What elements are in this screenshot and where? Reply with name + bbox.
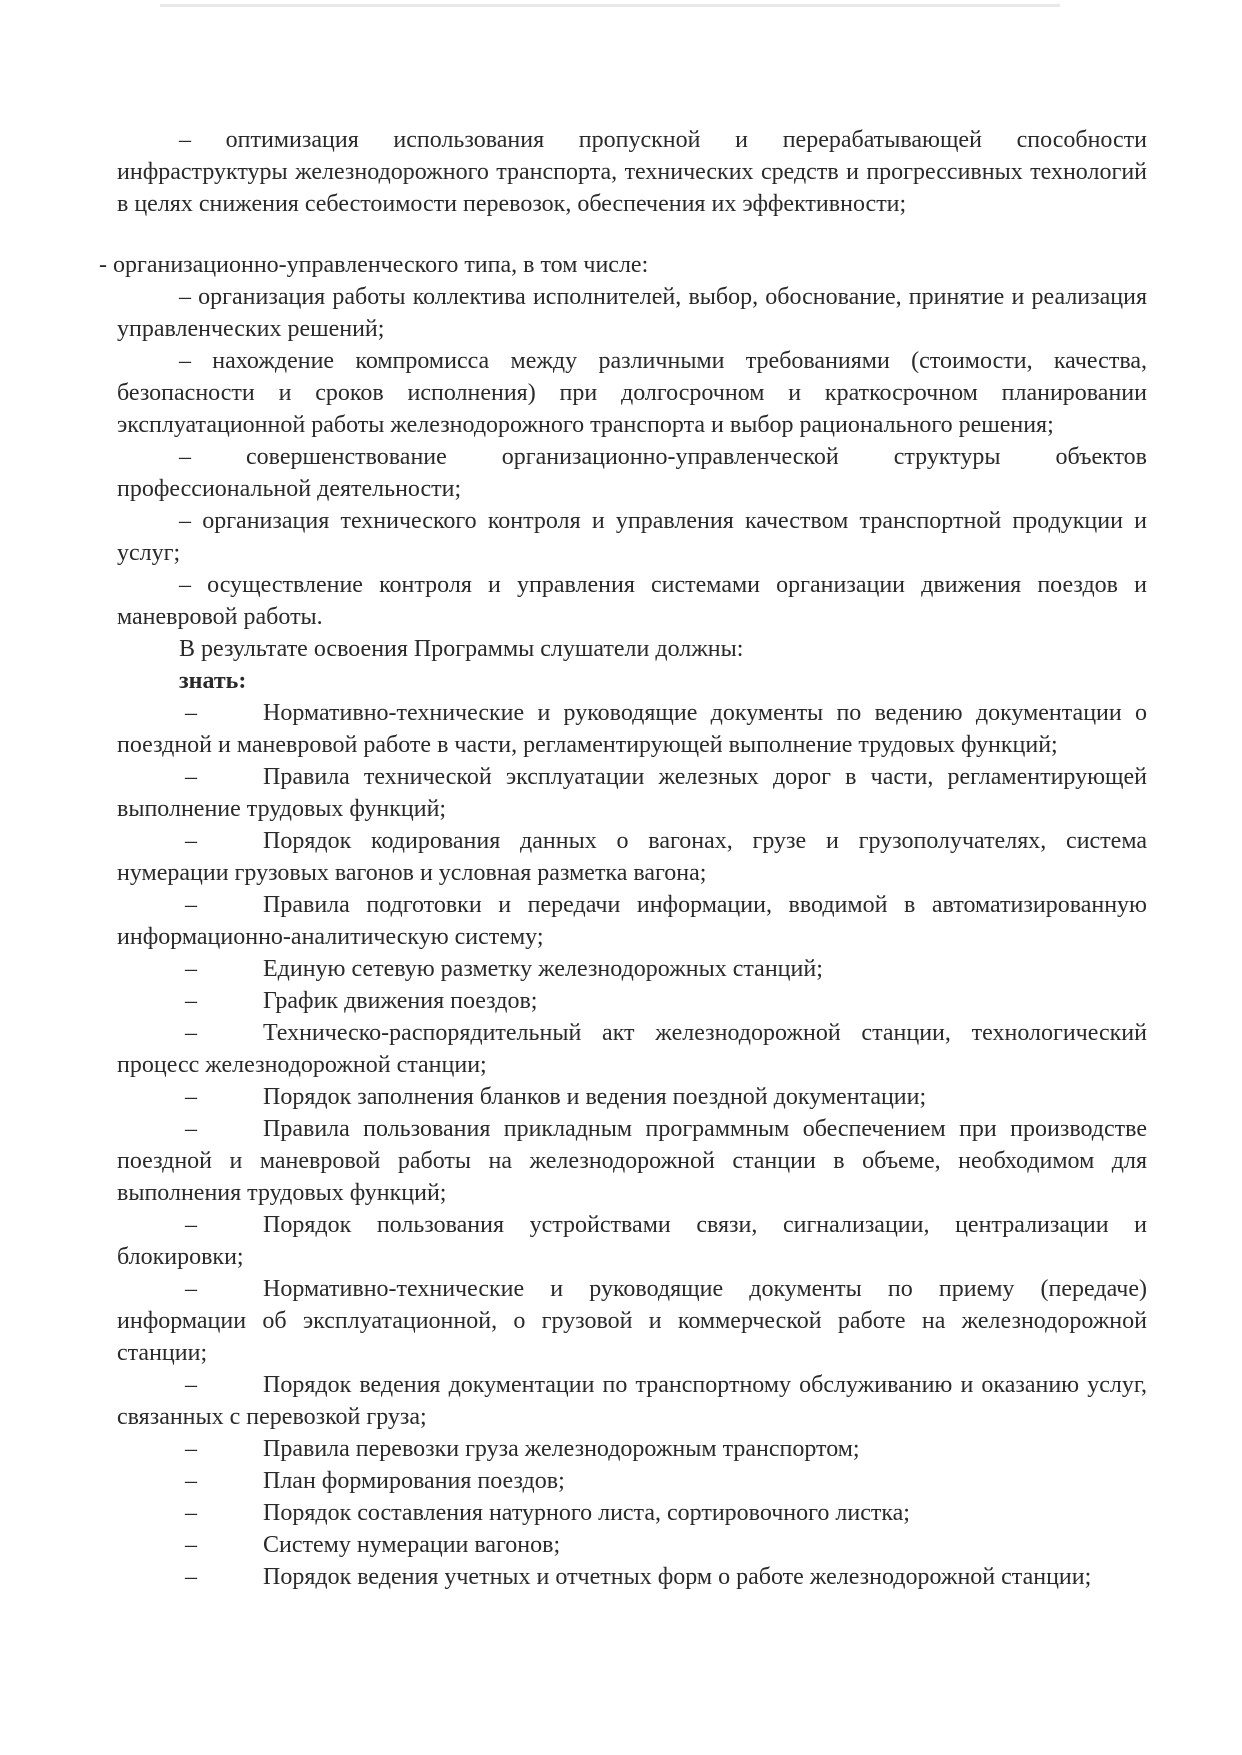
know-item-text: Порядок ведения документации по транспортному обслуживанию и оказанию услуг, связанных с перевозкой груза; bbox=[117, 1372, 1147, 1430]
dash-bullet: – bbox=[185, 1532, 197, 1558]
know-item-text: Правила подготовки и передачи информации, вводимой в автоматизированную информационно-аналитическую систему; bbox=[117, 892, 1147, 950]
org-item: – организация технического контроля и управления качеством транспортной продукции и услуг; bbox=[117, 508, 1147, 566]
org-heading: - организационно-управленческого типа, в том числе: bbox=[99, 252, 649, 278]
org-item: – совершенствование организационно-управленческой структуры объектов профессиональной деятельности; bbox=[117, 444, 1147, 502]
know-item-text: План формирования поездов; bbox=[263, 1468, 565, 1494]
org-item: – нахождение компромисса между различными требованиями (стоимости, качества, безопасности и сроков исполнения) при долгосрочном и краткосрочном планировании эксплуатационной работы железнодорожного транспорта и выбор рационального решения; bbox=[117, 348, 1147, 438]
know-item bbox=[117, 1017, 1147, 1081]
dash-bullet: – bbox=[185, 1276, 197, 1302]
know-item bbox=[117, 1465, 1147, 1497]
know-item bbox=[117, 953, 1147, 985]
know-item bbox=[117, 761, 1147, 825]
know-item-text: Порядок кодирования данных о вагонах, грузе и грузополучателях, система нумерации грузовых вагонов и условная разметка вагона; bbox=[117, 828, 1147, 886]
know-item bbox=[117, 1273, 1147, 1369]
dash-bullet: – bbox=[185, 1084, 197, 1110]
scan-artifact-line bbox=[160, 4, 1060, 7]
dash-bullet: – bbox=[185, 1436, 197, 1462]
know-item bbox=[117, 1369, 1147, 1433]
know-item-text: Порядок составления натурного листа, сортировочного листка; bbox=[263, 1500, 910, 1526]
dash-bullet: – bbox=[185, 1212, 197, 1238]
know-item bbox=[117, 1209, 1147, 1273]
result-intro: В результате освоения Программы слушатели должны: bbox=[179, 636, 744, 662]
dash-bullet: – bbox=[185, 1372, 197, 1398]
org-item: – осуществление контроля и управления системами организации движения поездов и маневровой работы. bbox=[117, 572, 1147, 630]
know-item bbox=[117, 1081, 1147, 1113]
know-item-text: Порядок ведения учетных и отчетных форм о работе железнодорожной станции; bbox=[263, 1564, 1092, 1590]
know-item bbox=[117, 697, 1147, 761]
know-label: знать: bbox=[179, 668, 247, 694]
know-item-text: Порядок заполнения бланков и ведения поездной документации; bbox=[263, 1084, 927, 1110]
document-page bbox=[99, 124, 1147, 1593]
know-item-text: Систему нумерации вагонов; bbox=[263, 1532, 561, 1558]
know-item-text: Нормативно-технические и руководящие документы по приему (передаче) информации об эксплуатационной, о грузовой и коммерческой работе на железнодорожной станции; bbox=[117, 1276, 1147, 1366]
know-list bbox=[117, 697, 1147, 1593]
dash-bullet: – bbox=[185, 892, 197, 918]
know-item-text: Правила технической эксплуатации железных дорог в части, регламентирующей выполнение трудовых функций; bbox=[117, 764, 1147, 822]
dash-bullet: – bbox=[185, 988, 197, 1014]
know-item-text: Правила пользования прикладным программным обеспечением при производстве поездной и маневровой работы на железнодорожной станции в объеме, необходимом для выполнения трудовых функций; bbox=[117, 1116, 1147, 1206]
dash-bullet: – bbox=[185, 764, 197, 790]
know-item bbox=[117, 889, 1147, 953]
dash-bullet: – bbox=[185, 1116, 197, 1142]
know-item bbox=[117, 1529, 1147, 1561]
know-item-text: Правила перевозки груза железнодорожным транспортом; bbox=[263, 1436, 860, 1462]
know-item-text: График движения поездов; bbox=[263, 988, 538, 1014]
know-item bbox=[117, 1561, 1147, 1593]
know-item-text: Единую сетевую разметку железнодорожных станций; bbox=[263, 956, 823, 982]
know-item-text: Нормативно-технические и руководящие документы по ведению документации о поездной и маневровой работе в части, регламентирующей выполнение трудовых функций; bbox=[117, 700, 1147, 758]
know-item bbox=[117, 1113, 1147, 1209]
know-item bbox=[117, 825, 1147, 889]
paragraph-optimization: – оптимизация использования пропускной и перерабатывающей способности инфраструктуры железнодорожного транспорта, технических средств и прогрессивных технологий в целях снижения себестоимости перевозок, обеспечения их эффективности; bbox=[117, 127, 1147, 217]
dash-bullet: – bbox=[185, 700, 197, 726]
dash-bullet: – bbox=[185, 1500, 197, 1526]
know-item bbox=[117, 985, 1147, 1017]
know-item bbox=[117, 1497, 1147, 1529]
know-item bbox=[117, 1433, 1147, 1465]
org-item: – организация работы коллектива исполнителей, выбор, обоснование, принятие и реализация управленческих решений; bbox=[117, 284, 1147, 342]
dash-bullet: – bbox=[185, 956, 197, 982]
know-item-text: Техническо-распорядительный акт железнодорожной станции, технологический процесс железнодорожной станции; bbox=[117, 1020, 1147, 1078]
know-item-text: Порядок пользования устройствами связи, сигнализации, централизации и блокировки; bbox=[117, 1212, 1147, 1270]
dash-bullet: – bbox=[185, 828, 197, 854]
dash-bullet: – bbox=[185, 1564, 197, 1590]
dash-bullet: – bbox=[185, 1020, 197, 1046]
dash-bullet: – bbox=[185, 1468, 197, 1494]
